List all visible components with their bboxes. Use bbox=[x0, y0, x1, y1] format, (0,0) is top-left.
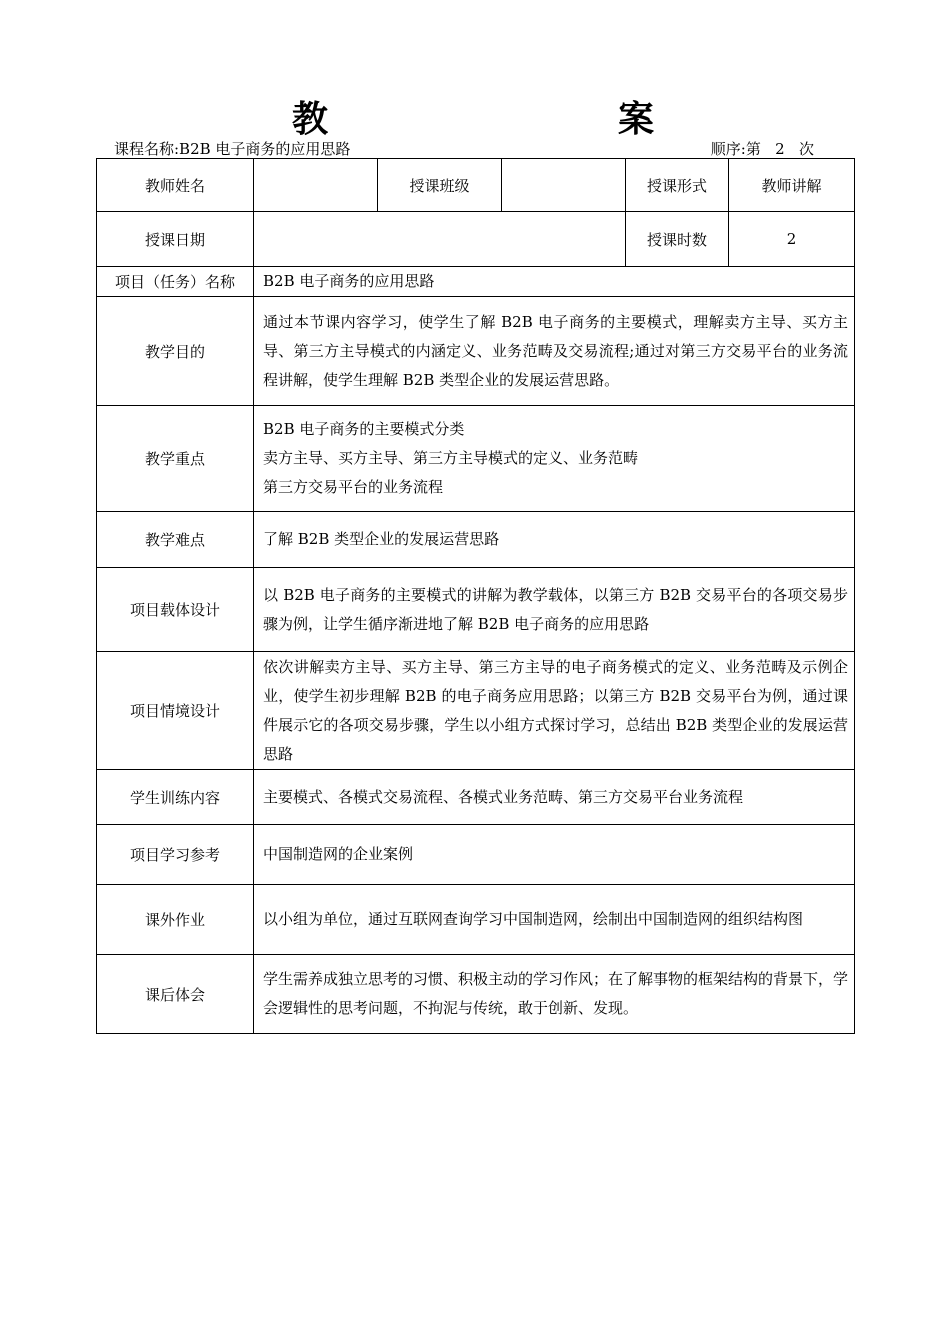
key-point-3: 第三方交易平台的业务流程 bbox=[263, 478, 444, 496]
homework-label: 课外作业 bbox=[97, 885, 254, 955]
table-row bbox=[97, 770, 855, 825]
hours-value: 2 bbox=[729, 212, 855, 267]
table-row bbox=[97, 267, 855, 297]
table-row bbox=[97, 159, 855, 212]
table-row bbox=[97, 568, 855, 652]
key-points bbox=[254, 406, 855, 512]
table-row bbox=[97, 955, 855, 1034]
difficulty-label: 教学难点 bbox=[97, 512, 254, 568]
form-value: 教师讲解 bbox=[729, 159, 855, 212]
table-row bbox=[97, 512, 855, 568]
date-label: 授课日期 bbox=[97, 212, 254, 267]
key-point-1: B2B 电子商务的主要模式分类 bbox=[263, 420, 465, 438]
training-label: 学生训练内容 bbox=[97, 770, 254, 825]
title-char-1: 教 bbox=[292, 99, 329, 140]
table-row bbox=[97, 652, 855, 770]
title-char-2: 案 bbox=[618, 99, 655, 140]
reflection-label: 课后体会 bbox=[97, 955, 254, 1034]
scenario-text: 依次讲解卖方主导、买方主导、第三方主导的电子商务模式的定义、业务范畴及示例企业，使学生初步理解 B2B 的电子商务应用思路；以第三方 B2B 交易平台为例，通过课件展示它的各项交易步骤，学生以小组方式探讨学习，总结出 B2B 类型企业的发展运营思路 bbox=[254, 652, 855, 770]
table-row bbox=[97, 885, 855, 955]
order-number: 顺序:第 2 次 bbox=[710, 140, 814, 158]
meta-row bbox=[114, 138, 814, 160]
table-row bbox=[97, 406, 855, 512]
hours-label: 授课时数 bbox=[626, 212, 729, 267]
lesson-plan-table bbox=[96, 158, 855, 1034]
carrier-text: 以 B2B 电子商务的主要模式的讲解为教学载体，以第三方 B2B 交易平台的各项交易步骤为例，让学生循序渐进地了解 B2B 电子商务的应用思路 bbox=[254, 568, 855, 652]
reflection-text: 学生需养成独立思考的习惯、积极主动的学习作风；在了解事物的框架结构的背景下，学会逻辑性的思考问题，不拘泥与传统，敢于创新、发现。 bbox=[254, 955, 855, 1034]
homework-text: 以小组为单位，通过互联网查询学习中国制造网，绘制出中国制造网的组织结构图 bbox=[254, 885, 855, 955]
reference-label: 项目学习参考 bbox=[97, 825, 254, 885]
goal-text: 通过本节课内容学习，使学生了解 B2B 电子商务的主要模式，理解卖方主导、买方主导、第三方主导模式的内涵定义、业务范畴及交易流程;通过对第三方交易平台的业务流程讲解，使学生理解 B2B 类型企业的发展运营思路。 bbox=[254, 297, 855, 406]
difficulty-text: 了解 B2B 类型企业的发展运营思路 bbox=[254, 512, 855, 568]
class-value bbox=[502, 159, 626, 212]
class-label: 授课班级 bbox=[378, 159, 502, 212]
teacher-name-label: 教师姓名 bbox=[97, 159, 254, 212]
goal-label: 教学目的 bbox=[97, 297, 254, 406]
form-label: 授课形式 bbox=[626, 159, 729, 212]
carrier-label: 项目载体设计 bbox=[97, 568, 254, 652]
table-row bbox=[97, 212, 855, 267]
training-text: 主要模式、各模式交易流程、各模式业务范畴、第三方交易平台业务流程 bbox=[254, 770, 855, 825]
table-row bbox=[97, 297, 855, 406]
table-row bbox=[97, 825, 855, 885]
project-value: B2B 电子商务的应用思路 bbox=[254, 267, 855, 297]
reference-text: 中国制造网的企业案例 bbox=[254, 825, 855, 885]
scenario-label: 项目情境设计 bbox=[97, 652, 254, 770]
key-label: 教学重点 bbox=[97, 406, 254, 512]
course-name: 课程名称:B2B 电子商务的应用思路 bbox=[114, 140, 351, 158]
project-label: 项目（任务）名称 bbox=[97, 267, 254, 297]
key-point-2: 卖方主导、买方主导、第三方主导模式的定义、业务范畴 bbox=[263, 449, 639, 467]
date-value bbox=[254, 212, 626, 267]
teacher-name-value bbox=[254, 159, 378, 212]
